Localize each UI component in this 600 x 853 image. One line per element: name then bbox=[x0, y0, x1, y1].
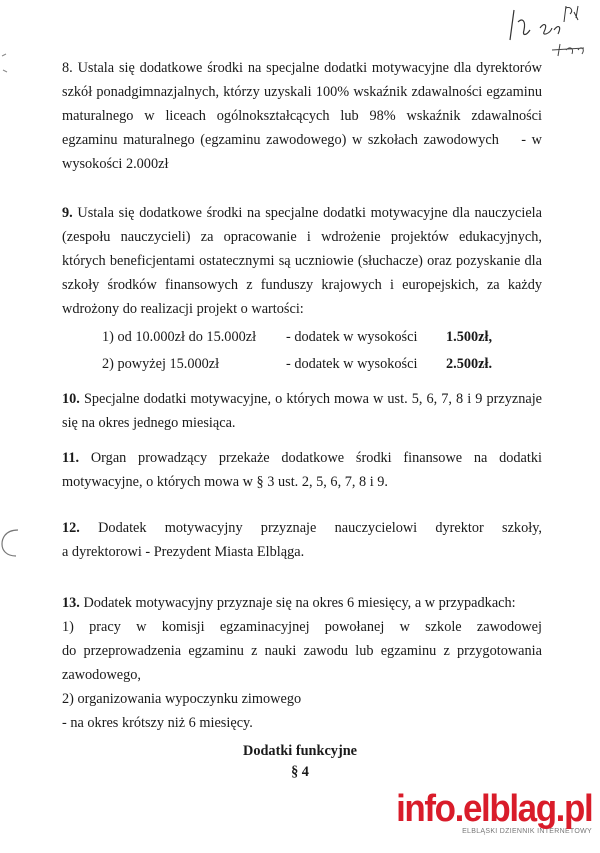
paragraph-10 bbox=[62, 387, 542, 435]
closing-line: - na okres krótszy niż 6 miesięcy. bbox=[62, 715, 253, 731]
range-label: 2) powyżej 15.000zł bbox=[102, 356, 220, 372]
paragraph-8 bbox=[62, 56, 546, 176]
punch-hole-mark bbox=[0, 526, 22, 560]
paragraph-text: Dodatek motywacyjny przyznaje nauczycielowi dyrektor szkoły, bbox=[98, 520, 542, 536]
watermark-logo bbox=[379, 788, 592, 835]
paragraph-9 bbox=[62, 201, 542, 321]
paragraph-number: 13. bbox=[62, 595, 80, 611]
paragraph-number: 9. bbox=[62, 205, 73, 221]
allowance-amount: 1.500zł, bbox=[446, 329, 493, 345]
paragraph-text-continued: a dyrektorowi - Prezydent Miasta Elbląga. bbox=[62, 544, 305, 560]
list-item bbox=[102, 325, 542, 349]
left-margin-mark bbox=[0, 50, 20, 80]
paragraph-13 bbox=[62, 591, 542, 735]
allowance-label: - dodatek w wysokości bbox=[286, 356, 418, 372]
list-item-line: 1) pracy w komisji egzaminacyjnej powołanej w szkole zawodowej bbox=[62, 619, 542, 635]
paragraph-number: 11. bbox=[62, 450, 80, 466]
paragraph-text: Specjalne dodatki motywacyjne, o których mowa w ust. 5, 6, 7, 8 i 9 przyznaje się na okres jednego miesiąca. bbox=[62, 391, 543, 431]
section-heading: Dodatki funkcyjne bbox=[243, 743, 357, 759]
paragraph-number: 12. bbox=[62, 520, 80, 536]
paragraph-text: Ustala się dodatkowe środki na specjalne dodatki motywacyjne dla nauczyciela (zespołu nauczycieli) za opracowanie i wdrożenie projektów edukacyjnych, których beneficjentami ostatecznymi są uczniowie (słuchacze) oraz pozyskanie dla szkoły środków finansowych z funduszy krajowych i europejskich, za każdy wdrożony do realizacji projekt o wartości: bbox=[62, 205, 542, 317]
paragraph-number: 8. bbox=[62, 60, 73, 76]
paragraph-12 bbox=[62, 516, 542, 564]
list-item-text: do przeprowadzenia egzaminu z nauki zawodu lub egzaminu z przygotowania zawodowego, bbox=[62, 643, 542, 683]
watermark-logo-text: info.elblag.pl bbox=[395, 788, 592, 830]
section-number: § 4 bbox=[291, 764, 309, 780]
allowance-label: - dodatek w wysokości bbox=[286, 329, 418, 345]
handwritten-initials bbox=[500, 0, 596, 62]
list-item bbox=[102, 352, 542, 376]
watermark-tagline: ELBLĄSKI DZIENNIK INTERNETOWY bbox=[462, 828, 592, 835]
allowance-amount: 2.500zł. bbox=[446, 356, 493, 372]
paragraph-line bbox=[62, 516, 542, 540]
paragraph-text: Ustala się dodatkowe środki na specjalne dodatki motywacyjne dla dyrektorów szkół ponadgimnazjalnych, którzy uzyskali 100% wskaźnik zdawalności egzaminu maturalnego w liceach ogólnokształcących lub 98% wskaźnik zdawalności egzaminu maturalnego (egzaminu zawodowego) w szkołach zawodowych - w wysokości 2.000zł bbox=[62, 60, 546, 172]
paragraph-intro: Dodatek motywacyjny przyznaje się na okres 6 miesięcy, a w przypadkach: bbox=[83, 595, 516, 611]
paragraph-number: 10. bbox=[62, 391, 80, 407]
list-item: 2) organizowania wypoczynku zimowego bbox=[62, 691, 302, 707]
range-label: 1) od 10.000zł do 15.000zł bbox=[102, 329, 257, 345]
paragraph-11 bbox=[62, 446, 542, 494]
paragraph-text: Organ prowadzący przekaże dodatkowe środki finansowe na dodatki motywacyjne, o których mowa w § 3 ust. 2, 5, 6, 7, 8 i 9. bbox=[62, 450, 542, 490]
